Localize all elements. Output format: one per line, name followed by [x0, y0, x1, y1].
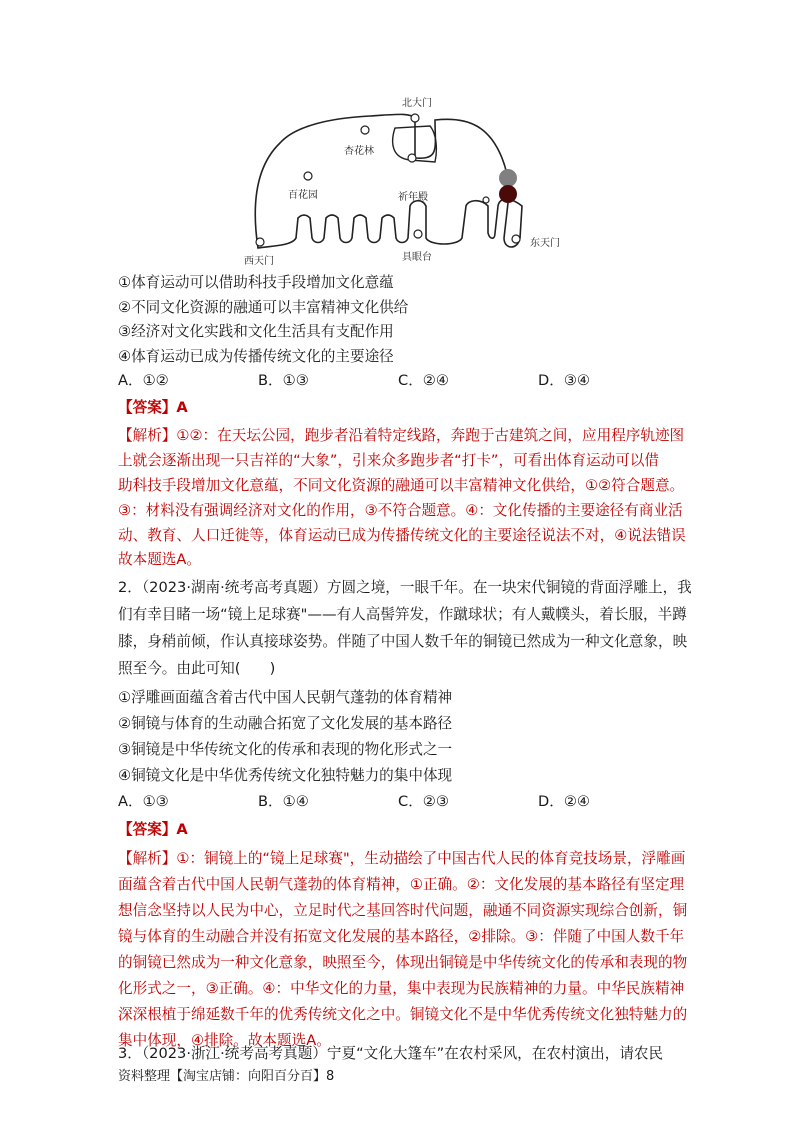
- xinghua-marker: [361, 126, 369, 134]
- q3-stem-line: 3．（2023·浙江·统考高考真题）宁夏“文化大篷车”在农村采风，在农村演出，请农民: [118, 1045, 664, 1062]
- q1-analysis-line: 故本题选A。: [118, 551, 201, 568]
- north-gate-marker: [411, 114, 419, 122]
- q2-analysis-line: 的铜镜已然成为一种文化意象，映照至今，体现出铜镜是中华传统文化的传承和表现的物: [118, 954, 688, 971]
- north-gate-label: 北大门: [402, 98, 432, 109]
- q1-statement: ④体育运动已成为传播传统文化的主要途径: [118, 348, 394, 365]
- elephant-route-path: [255, 114, 522, 248]
- q2-statement: ②铜镜与体育的生动融合拓宽了文化发展的基本路径: [118, 715, 453, 732]
- q2-statement: ③铜镜是中华传统文化的传承和表现的物化形式之一: [118, 741, 453, 758]
- west-gate-label: 西天门: [244, 256, 274, 267]
- q1-option-b: B．①③: [258, 372, 309, 389]
- baihua-marker: [304, 172, 312, 180]
- q1-statement: ②不同文化资源的融通可以丰富精神文化供给: [118, 299, 409, 316]
- q2-analysis-line: 镜与体育的生动融合并没有拓宽文化发展的基本路径，②排除。③：伴随了中国人数千年: [118, 928, 685, 945]
- q2-analysis-line: 深深根植于绵延数千年的优秀传统文化之中。铜镜文化不是中华优秀传统文化独特魅力的: [118, 1006, 688, 1023]
- q2-analysis-line: 想信念坚持以人民为中心，立足时代之基回答时代问题，融通不同资源实现综合创新，铜: [118, 902, 688, 919]
- east-gate-label: 东天门: [530, 238, 560, 249]
- q1-analysis-line: 【解析】①②：在天坛公园，跑步者沿着特定线路，奔跑于古建筑之间，应用程序轨迹图: [118, 427, 685, 444]
- q2-statement: ①浮雕画面蕴含着古代中国人民朝气蓬勃的体育精神: [118, 689, 453, 706]
- q1-statement: ①体育运动可以借助科技手段增加文化意蕴: [118, 274, 394, 291]
- q2-option-a: A．①③: [118, 793, 169, 810]
- xinghua-label: 杏花林: [344, 146, 374, 157]
- q2-analysis-line: 集中体现，④排除。故本题选A。: [118, 1032, 331, 1049]
- qinian-label: 祈年殿: [398, 192, 428, 203]
- q1-answer: 【答案】A: [118, 399, 188, 416]
- gray-dot: [499, 169, 517, 187]
- baihua-label: 百花园: [288, 190, 318, 201]
- q2-answer: 【答案】A: [118, 821, 188, 838]
- q2-option-b: B．①④: [258, 793, 309, 810]
- west-gate-marker: [256, 238, 264, 246]
- q2-statement: ④铜镜文化是中华优秀传统文化独特魅力的集中体现: [118, 767, 453, 784]
- elephant-route-map: [240, 88, 580, 268]
- q1-option-c: C．②④: [398, 372, 449, 389]
- q1-analysis-line: 助科技手段增加文化意蕴，不同文化资源的融通可以丰富精神文化供给，①②符合题意。: [118, 477, 685, 494]
- q1-option-a: A．①②: [118, 372, 169, 389]
- q1-option-d: D．③④: [538, 372, 590, 389]
- east-gate-marker: [512, 235, 520, 243]
- q1-statement: ③经济对文化实践和文化生活具有支配作用: [118, 323, 394, 340]
- q2-stem-line: 膝，身稍前倾，作认真接球姿势。伴随了中国人数千年的铜镜已然成为一种文化意象，映: [118, 633, 688, 650]
- q2-option-c: C．②③: [398, 793, 449, 810]
- page-footer: 资料整理【淘宝店铺：向阳百分百】8: [118, 1069, 335, 1084]
- q2-stem-line: 2．（2023·湖南·统考高考真题）方圆之境，一眼千年。在一块宋代铜镜的背面浮雕上，我: [118, 579, 692, 596]
- q2-analysis-line: 面蕴含着古代中国人民朝气蓬勃的体育精神，①正确。②：文化发展的基本路径有坚定理: [118, 876, 685, 893]
- q2-option-d: D．②④: [538, 793, 590, 810]
- q2-analysis-line: 【解析】①：铜镜上的“镜上足球赛"，生动描绘了中国古代人民的体育竞技场景，浮雕画: [118, 850, 686, 867]
- q2-stem-line: 们有幸目睹一场“镜上足球赛"——有人高髻笄发，作蹴球状；有人戴幞头，着长服，半蹲: [118, 606, 687, 623]
- qinian-marker: [408, 154, 416, 162]
- jumian-label: 具眼台: [402, 252, 432, 263]
- q1-analysis-line: 动、教育、人口迁徙等，体育运动已成为传播传统文化的主要途径说法不对，④说法错误: [118, 527, 686, 544]
- q2-stem-line: 照至今。由此可知( ): [118, 660, 276, 677]
- trunk-marker: [483, 197, 489, 203]
- dark-dot: [499, 185, 517, 203]
- q1-analysis-line: ③：材料没有强调经济对文化的作用，③不符合题意。④：文化传播的主要途径有商业活: [118, 502, 683, 519]
- q1-analysis-line: 上就会逐渐出现一只吉祥的“大象”，引来众多跑步者“打卡”，可看出体育运动可以借: [118, 452, 660, 469]
- jumian-marker: [414, 230, 422, 238]
- q2-analysis-line: 化形式之一，③正确。④：中华文化的力量，集中表现为民族精神的力量。中华民族精神: [118, 980, 685, 997]
